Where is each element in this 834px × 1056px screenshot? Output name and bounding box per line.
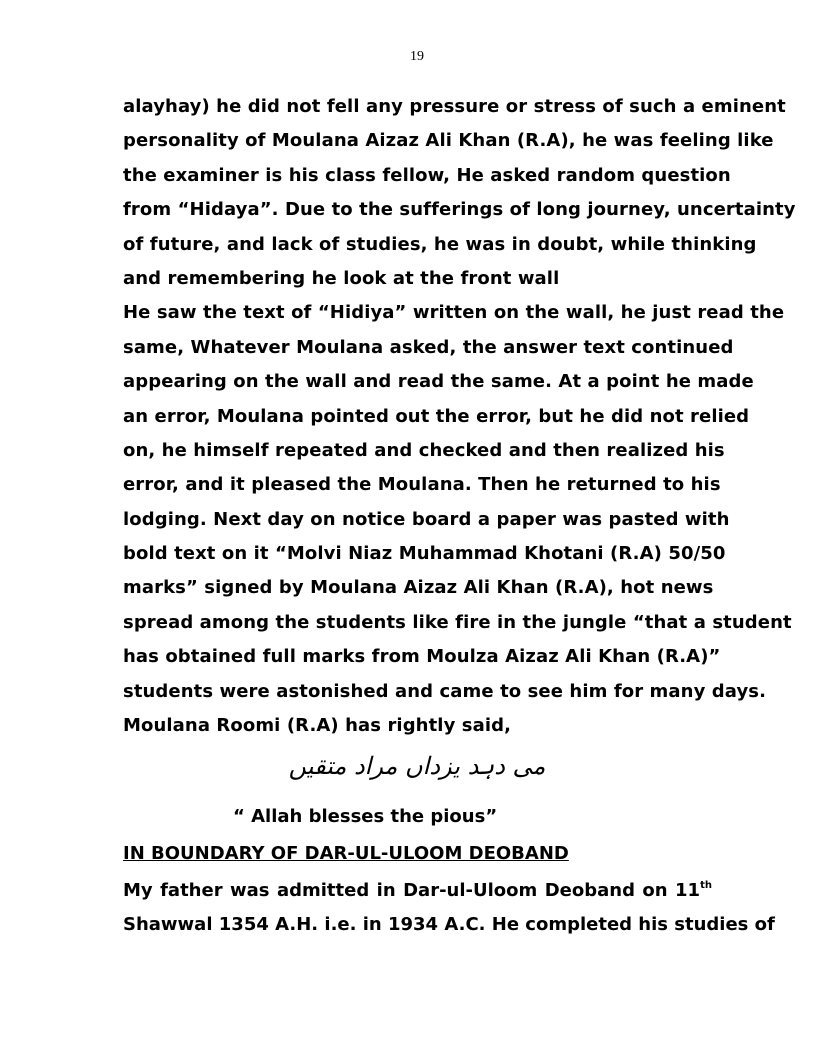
text-line: He saw the text of “Hidiya” written on the wall, he just read the — [123, 302, 785, 324]
text-line: Shawwal 1354 A.H. i.e. in 1934 A.C. He completed his studies of — [123, 914, 775, 936]
text-line: Moulana Roomi (R.A) has rightly said, — [123, 715, 512, 737]
urdu-verse: می دہد یزداں مراد متقیں — [288, 752, 546, 780]
text-line — [123, 874, 712, 908]
text-line: has obtained full marks from Moulza Aizaz Ali Khan (R.A)” — [123, 646, 721, 668]
text-line: marks” signed by Moulana Aizaz Ali Khan (R.A), hot news — [123, 577, 714, 599]
text-line: and remembering he look at the front wall — [123, 267, 560, 289]
text-line: appearing on the wall and read the same. At a point he made — [123, 371, 754, 393]
main-text-block — [123, 90, 796, 743]
text-line: same, Whatever Moulana asked, the answer text continued — [123, 336, 734, 358]
text-line: spread among the students like fire in the jungle “that a student — [123, 611, 792, 633]
text-line: bold text on it “Molvi Niaz Muhammad Khotani (R.A) 50/50 — [123, 543, 726, 565]
text-line: on, he himself repeated and checked and then realized his — [123, 439, 725, 461]
section-heading: IN BOUNDARY OF DAR-UL-ULOOM DEOBAND — [123, 843, 569, 864]
text-line: personality of Moulana Aizaz Ali Khan (R.A), he was feeling like — [123, 130, 774, 152]
page-number: 19 — [410, 49, 424, 64]
text-line: the examiner is his class fellow, He asked random question — [123, 164, 731, 186]
text-line-content: My father was admitted in Dar-ul-Uloom Deoband on 11 — [123, 880, 701, 901]
paragraph-deoband — [123, 874, 775, 943]
text-line: of future, and lack of studies, he was in doubt, while thinking — [123, 233, 757, 255]
text-line: lodging. Next day on notice board a paper was pasted with — [123, 508, 730, 530]
text-line: students were astonished and came to see him for many days. — [123, 680, 767, 702]
ordinal-suffix: th — [700, 880, 712, 891]
text-line: from “Hidaya”. Due to the sufferings of long journey, uncertainty — [123, 199, 796, 221]
text-line: an error, Moulana pointed out the error, but he did not relied — [123, 405, 750, 427]
verse-translation: “ Allah blesses the pious” — [233, 806, 498, 827]
text-line: error, and it pleased the Moulana. Then he returned to his — [123, 474, 721, 496]
text-line: alayhay) he did not fell any pressure or stress of such a eminent — [123, 96, 786, 117]
